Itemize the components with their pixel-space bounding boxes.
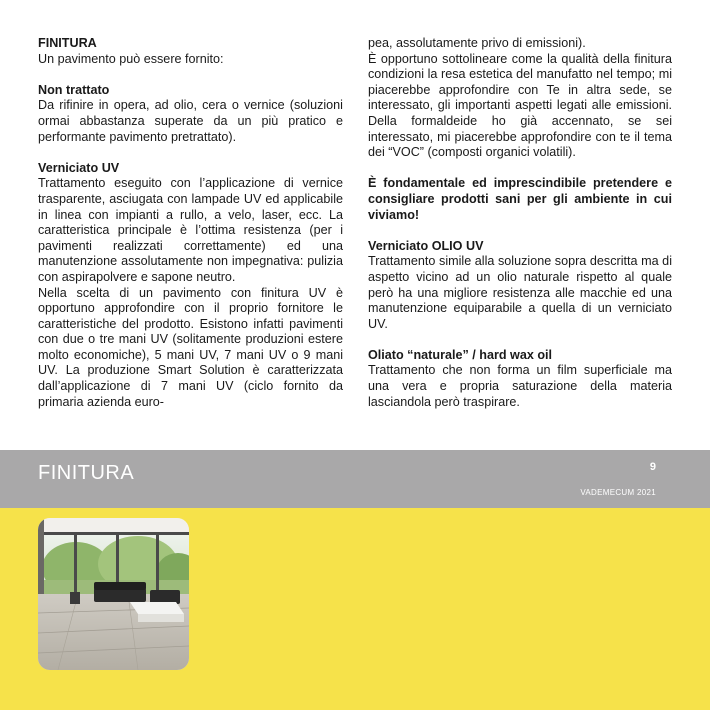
verniciato-uv-text-2: Nella scelta di un pavimento con finitura UV è opportuno approfondire con il proprio fornitore le caratteristiche del prodotto. Esistono infatti pavimenti con due o tre mani UV (solitamente produzioni estere molto economiche), 5 mani UV, 7 mani UV o 9 mani UV. La produzione Smart Solution è caratterizzata dall’applicazione di 7 mani UV (ciclo fornito da primaria azienda euro- [38,285,343,409]
non-trattato-heading: Non trattato [38,82,110,97]
highlight-statement: È fondamentale ed imprescindibile pretendere e consigliare prodotti sani per gli ambiente in cui viviamo! [368,176,672,222]
olio-uv-heading: Verniciato OLIO UV [368,238,484,253]
publication-label: VADEMECUM 2021 [580,488,656,497]
interior-floor-photo [38,518,189,670]
verniciato-uv-heading: Verniciato UV [38,160,120,175]
olio-uv-text: Trattamento simile alla soluzione sopra descritta ma di aspetto vicino ad un olio naturale rispetto al quale però ha una migliore resistenza alle macchie ed una manutenzione equiparabile a quella di un verniciato UV. [368,254,672,331]
oliato-text: Trattamento che non forma un film superficiale ma una vera e propria saturazione della materia lasciandola però traspirare. [368,363,672,409]
oliato-heading: Oliato “naturale” / hard wax oil [368,347,553,362]
quality-paragraph: È opportuno sottolineare come la qualità della finitura condizioni la resa estetica del manufatto nel tempo; mi piacerebbe approfondire con Te in altra sede, se interessato, gli importanti aspetti legati alle emissioni. Della formaldeide ho già accennato, se sei interessato, mi piacerebbe approfondire con te il tema dei “VOC” (composti organici volatili). [368,51,672,160]
page-number: 9 [649,461,656,473]
verniciato-uv-text: Trattamento eseguito con l’applicazione di vernice trasparente, asciugata con lampade UV ed applicabile in linea con impianti a rullo, a velo, laser, ecc. La caratteristica principale è l’ottima resistenza (per i pavimenti realizzati correttamente) ed una manutenzione assolutamente non impegnativa: pulizia con aspirapolvere e sapone neutro. [38,176,343,284]
section-title: FINITURA [38,462,135,484]
right-text-column [368,36,672,410]
left-text-column [38,36,343,410]
finitura-heading: FINITURA [38,36,97,50]
continuation-text: pea, assolutamente privo di emissioni). [368,36,586,50]
finitura-intro: Un pavimento può essere fornito: [38,51,224,66]
non-trattato-text: Da rifinire in opera, ad olio, cera o vernice (soluzioni ormai abbastanza superate da un più pratico e performante pavimento pretrattato). [38,98,343,144]
section-band [0,450,710,508]
